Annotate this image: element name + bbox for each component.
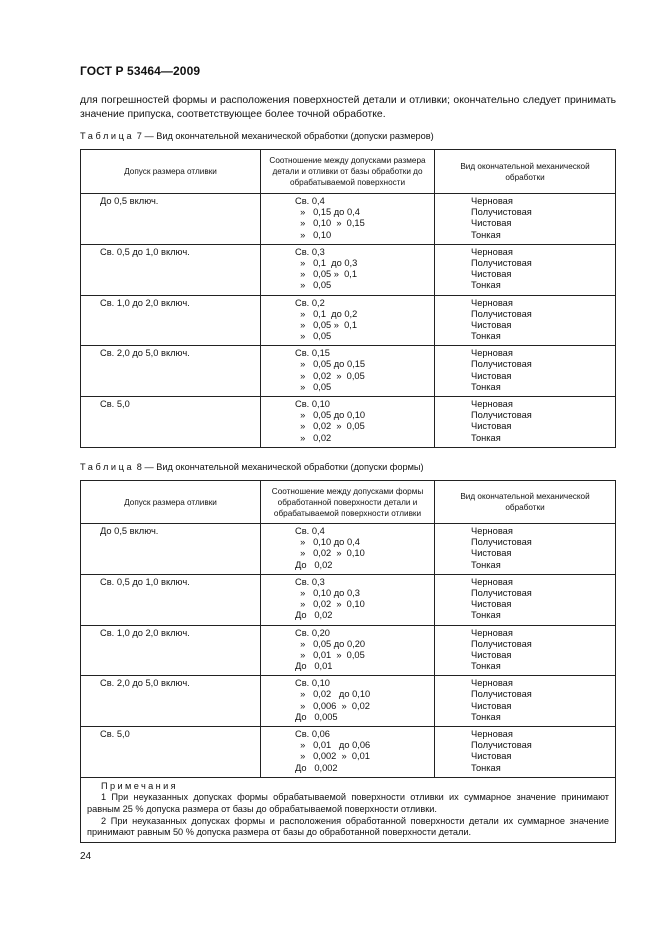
table-row — [81, 574, 616, 625]
machining-type-line: Чистовая — [471, 269, 512, 280]
ratio-line: » 0,05 до 0,10 — [295, 410, 366, 421]
table-row — [81, 346, 616, 397]
ratio-line: » 0,05 — [295, 381, 332, 392]
ratio-line: » 0,002 » 0,01 — [295, 751, 370, 762]
ratio-line: » 0,05 » 0,1 — [295, 319, 358, 330]
ratio-line: Св. 0,4 — [295, 196, 325, 206]
machining-type-cell — [435, 727, 616, 778]
ratio-line: » 0,1 до 0,2 — [295, 308, 358, 319]
machining-type-cell — [435, 676, 616, 727]
ratio-cell — [261, 524, 435, 575]
table7-caption — [80, 131, 434, 141]
ratio-line: До 0,005 — [295, 711, 338, 722]
ratio-line: Св. 0,3 — [295, 576, 325, 587]
ratio-line: До 0,002 — [295, 762, 338, 773]
table8-header-tolerance: Допуск размера отливки — [81, 481, 261, 524]
machining-type-line: Получистовая — [471, 308, 532, 319]
machining-type-line: Черновая — [471, 348, 513, 359]
ratio-cell — [261, 397, 435, 448]
machining-type-line: Тонкая — [471, 762, 501, 773]
machining-type-line: Чистовая — [471, 370, 512, 381]
table7-header-row — [81, 150, 616, 194]
ratio-line: » 0,02 — [295, 432, 332, 443]
tolerance-cell: Св. 0,5 до 1,0 включ. — [81, 574, 261, 625]
table-row — [81, 194, 616, 245]
machining-type-line: Получистовая — [471, 587, 532, 598]
machining-type-line: Получистовая — [471, 257, 532, 268]
table-row — [81, 625, 616, 676]
table8-caption-text: 8 — Вид окончательной механической обработки (допуски формы) — [134, 462, 424, 472]
table8 — [80, 480, 616, 843]
tolerance-cell: Св. 1,0 до 2,0 включ. — [81, 295, 261, 346]
table7-caption-word: Таблица — [80, 131, 135, 141]
table8-notes-row — [81, 777, 616, 842]
machining-type-line: Получистовая — [471, 410, 532, 421]
ratio-line: » 0,006 » 0,02 — [295, 700, 370, 711]
tolerance-cell: Св. 2,0 до 5,0 включ. — [81, 676, 261, 727]
ratio-line: До 0,01 — [295, 661, 333, 672]
machining-type-line: Тонкая — [471, 661, 501, 672]
intro-paragraph: для погрешностей формы и расположения поверхностей детали и отливки; окончательно следует принимать значение припуска, соответствующее более точной обработке. — [80, 95, 616, 120]
ratio-line: » 0,02 » 0,10 — [295, 548, 365, 559]
machining-type-line: Тонкая — [471, 432, 501, 443]
ratio-line: » 0,05 — [295, 331, 332, 342]
machining-type-cell — [435, 625, 616, 676]
ratio-line: » 0,10 — [295, 229, 332, 240]
ratio-line: » 0,02 » 0,05 — [295, 370, 365, 381]
table-row — [81, 676, 616, 727]
machining-type-line: Тонкая — [471, 559, 501, 570]
machining-type-line: Чистовая — [471, 421, 512, 432]
machining-type-line: Черновая — [471, 526, 513, 536]
machining-type-cell — [435, 397, 616, 448]
ratio-cell — [261, 574, 435, 625]
machining-type-line: Тонкая — [471, 280, 501, 291]
ratio-line: Св. 0,3 — [295, 246, 325, 257]
ratio-line: Св. 0,2 — [295, 297, 325, 308]
machining-type-line: Получистовая — [471, 638, 532, 649]
machining-type-line: Чистовая — [471, 218, 512, 229]
tolerance-cell: Св. 1,0 до 2,0 включ. — [81, 625, 261, 676]
ratio-line: » 0,02 » 0,10 — [295, 599, 365, 610]
machining-type-line: Получистовая — [471, 359, 532, 370]
ratio-cell — [261, 244, 435, 295]
machining-type-line: Чистовая — [471, 649, 512, 660]
machining-type-line: Тонкая — [471, 610, 501, 621]
ratio-line: » 0,05 до 0,20 — [295, 638, 366, 649]
machining-type-line: Получистовая — [471, 689, 532, 700]
table8-header-ratio: Соотношение между допусками формы обработанной поверхности детали и обрабатываемой поверхности отливки — [261, 481, 435, 524]
ratio-line: Св. 0,06 — [295, 729, 330, 739]
machining-type-cell — [435, 244, 616, 295]
note-1: 1 При неуказанных допусках формы обрабатываемой поверхности отливки их суммарное значение принимают равным 25 % допуска размера от базы до обрабатываемой поверхности отливки. — [87, 792, 609, 814]
machining-type-line: Тонкая — [471, 229, 501, 240]
ratio-line: » 0,1 до 0,3 — [295, 257, 358, 268]
ratio-line: » 0,02 до 0,10 — [295, 689, 371, 700]
machining-type-line: Тонкая — [471, 381, 501, 392]
notes-title: Примечания — [101, 780, 179, 791]
machining-type-line: Чистовая — [471, 751, 512, 762]
ratio-line: » 0,15 до 0,4 — [295, 207, 360, 218]
table8-notes — [81, 777, 616, 842]
table7-header-type: Вид окончательной механической обработки — [435, 150, 616, 194]
ratio-cell — [261, 295, 435, 346]
ratio-cell — [261, 727, 435, 778]
ratio-line: До 0,02 — [295, 559, 333, 570]
table7-header-tolerance: Допуск размера отливки — [81, 150, 261, 194]
machining-type-line: Чистовая — [471, 548, 512, 559]
machining-type-line: Черновая — [471, 576, 513, 587]
machining-type-cell — [435, 346, 616, 397]
ratio-cell — [261, 346, 435, 397]
ratio-line: Св. 0,20 — [295, 627, 330, 638]
machining-type-cell — [435, 295, 616, 346]
tolerance-cell: Св. 5,0 — [81, 727, 261, 778]
ratio-line: » 0,05 — [295, 280, 332, 291]
table-row — [81, 524, 616, 575]
ratio-line: » 0,01 до 0,06 — [295, 740, 371, 751]
machining-type-line: Получистовая — [471, 740, 532, 751]
table8-header-row — [81, 481, 616, 524]
table-row — [81, 727, 616, 778]
table-row — [81, 397, 616, 448]
ratio-line: » 0,05 » 0,1 — [295, 269, 358, 280]
machining-type-line: Черновая — [471, 297, 513, 308]
machining-type-line: Чистовая — [471, 599, 512, 610]
table7 — [80, 149, 616, 448]
machining-type-cell — [435, 194, 616, 245]
machining-type-line: Тонкая — [471, 711, 501, 722]
machining-type-line: Черновая — [471, 627, 513, 638]
machining-type-line: Получистовая — [471, 537, 532, 548]
page-number: 24 — [80, 851, 92, 862]
ratio-line: » 0,05 до 0,15 — [295, 359, 366, 370]
note-2: 2 При неуказанных допусках формы и расположения обработанной поверхности детали их суммарное значение принимают равным 50 % допуска размера от базы до обработанной поверхности детали. — [87, 815, 609, 838]
ratio-line: Св. 0,15 — [295, 348, 330, 359]
table7-header-ratio: Соотношение между допусками размера детали и отливки от базы обработки до обрабатываемой поверхности — [261, 150, 435, 194]
machining-type-line: Черновая — [471, 729, 513, 739]
table8-caption — [80, 462, 424, 472]
tolerance-cell: До 0,5 включ. — [81, 194, 261, 245]
ratio-cell — [261, 625, 435, 676]
machining-type-line: Черновая — [471, 196, 513, 206]
tolerance-cell: Св. 0,5 до 1,0 включ. — [81, 244, 261, 295]
ratio-line: » 0,10 » 0,15 — [295, 218, 365, 229]
machining-type-line: Черновая — [471, 399, 513, 409]
ratio-line: » 0,02 » 0,05 — [295, 421, 365, 432]
tolerance-cell: Св. 5,0 — [81, 397, 261, 448]
table8-header-type: Вид окончательной механической обработки — [435, 481, 616, 524]
machining-type-cell — [435, 574, 616, 625]
ratio-cell — [261, 194, 435, 245]
machining-type-cell — [435, 524, 616, 575]
ratio-line: Св. 0,4 — [295, 526, 325, 536]
ratio-line: » 0,10 до 0,4 — [295, 537, 360, 548]
table-row — [81, 244, 616, 295]
ratio-line: Св. 0,10 — [295, 678, 330, 689]
ratio-line: До 0,02 — [295, 610, 333, 621]
machining-type-line: Тонкая — [471, 331, 501, 342]
document-code: ГОСТ Р 53464—2009 — [80, 64, 201, 78]
tolerance-cell: До 0,5 включ. — [81, 524, 261, 575]
machining-type-line: Черновая — [471, 678, 513, 689]
machining-type-line: Черновая — [471, 246, 513, 257]
machining-type-line: Чистовая — [471, 700, 512, 711]
machining-type-line: Получистовая — [471, 207, 532, 218]
ratio-line: Св. 0,10 — [295, 399, 330, 409]
ratio-cell — [261, 676, 435, 727]
table7-caption-text: 7 — Вид окончательной механической обработки (допуски размеров) — [134, 131, 434, 141]
machining-type-line: Чистовая — [471, 319, 512, 330]
ratio-line: » 0,01 » 0,05 — [295, 649, 365, 660]
ratio-line: » 0,10 до 0,3 — [295, 587, 360, 598]
table-row — [81, 295, 616, 346]
table8-caption-word: Таблица — [80, 462, 135, 472]
tolerance-cell: Св. 2,0 до 5,0 включ. — [81, 346, 261, 397]
